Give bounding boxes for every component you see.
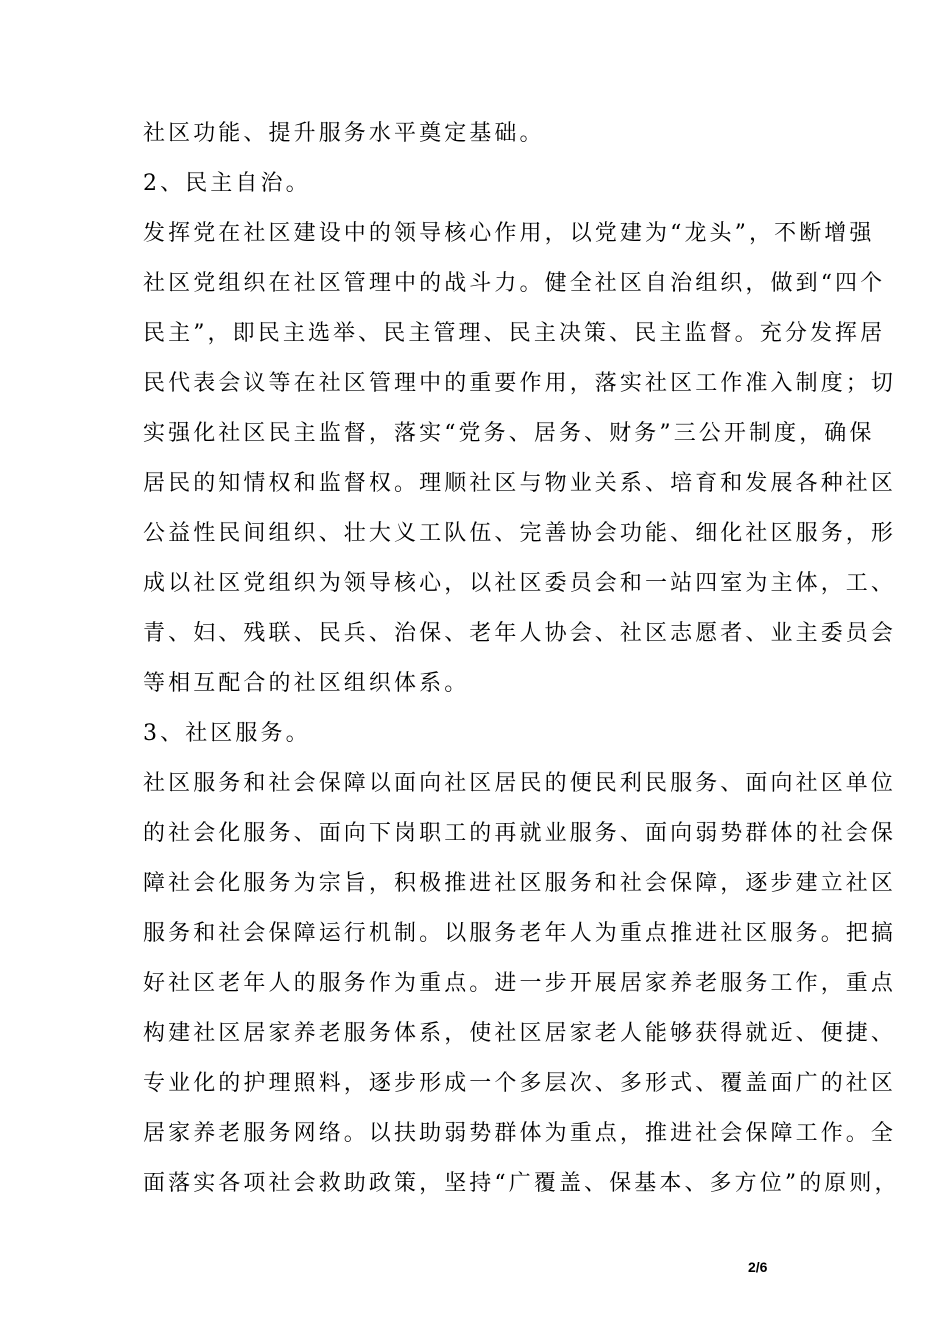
text-line: 居家养老服务网络。以扶助弱势群体为重点，推进社会保障工作。全 [143, 1121, 897, 1146]
page-number: 2/6 [748, 1259, 768, 1275]
text-line: 社区党组织在社区管理中的战斗力。健全社区自治组织，做到“四个 [143, 271, 886, 296]
text-line: 民主”，即民主选举、民主管理、民主决策、民主监督。充分发挥居 [143, 321, 886, 346]
text-line: 社区功能、提升服务水平奠定基础。 [143, 121, 545, 146]
text-line: 专业化的护理照料，逐步形成一个多层次、多形式、覆盖面广的社区 [143, 1071, 897, 1096]
text-line: 成以社区党组织为领导核心，以社区委员会和一站四室为主体，工、 [143, 571, 897, 596]
text-line: 好社区老年人的服务作为重点。进一步开展居家养老服务工作，重点 [143, 971, 897, 996]
text-line: 服务和社会保障运行机制。以服务老年人为重点推进社区服务。把搞 [143, 921, 897, 946]
text-line: 社区服务和社会保障以面向社区居民的便民利民服务、面向社区单位 [143, 771, 897, 796]
text-line: 民代表会议等在社区管理中的重要作用，落实社区工作准入制度；切 [143, 371, 897, 396]
text-line: 障社会化服务为宗旨，积极推进社区服务和社会保障，逐步建立社区 [143, 871, 897, 896]
text-line: 居民的知情权和监督权。理顺社区与物业关系、培育和发展各种社区 [143, 471, 897, 496]
text-line: 面落实各项社会救助政策，坚持“广覆盖、保基本、多方位”的原则， [143, 1171, 900, 1196]
text-line: 等相互配合的社区组织体系。 [143, 671, 470, 696]
text-line: 发挥党在社区建设中的领导核心作用，以党建为“龙头”，不断增强 [143, 221, 875, 246]
section-heading: 3、社区服务。 [143, 721, 311, 746]
text-line: 实强化社区民主监督，落实“党务、居务、财务”三公开制度，确保 [143, 421, 875, 446]
text-line: 的社会化服务、面向下岗职工的再就业服务、面向弱势群体的社会保 [143, 821, 897, 846]
text-line: 公益性民间组织、壮大义工队伍、完善协会功能、细化社区服务，形 [143, 521, 897, 546]
text-line: 青、妇、残联、民兵、治保、老年人协会、社区志愿者、业主委员会 [143, 621, 897, 646]
section-heading: 2、民主自治。 [143, 171, 311, 196]
text-line: 构建社区居家养老服务体系，使社区居家老人能够获得就近、便捷、 [143, 1021, 897, 1046]
